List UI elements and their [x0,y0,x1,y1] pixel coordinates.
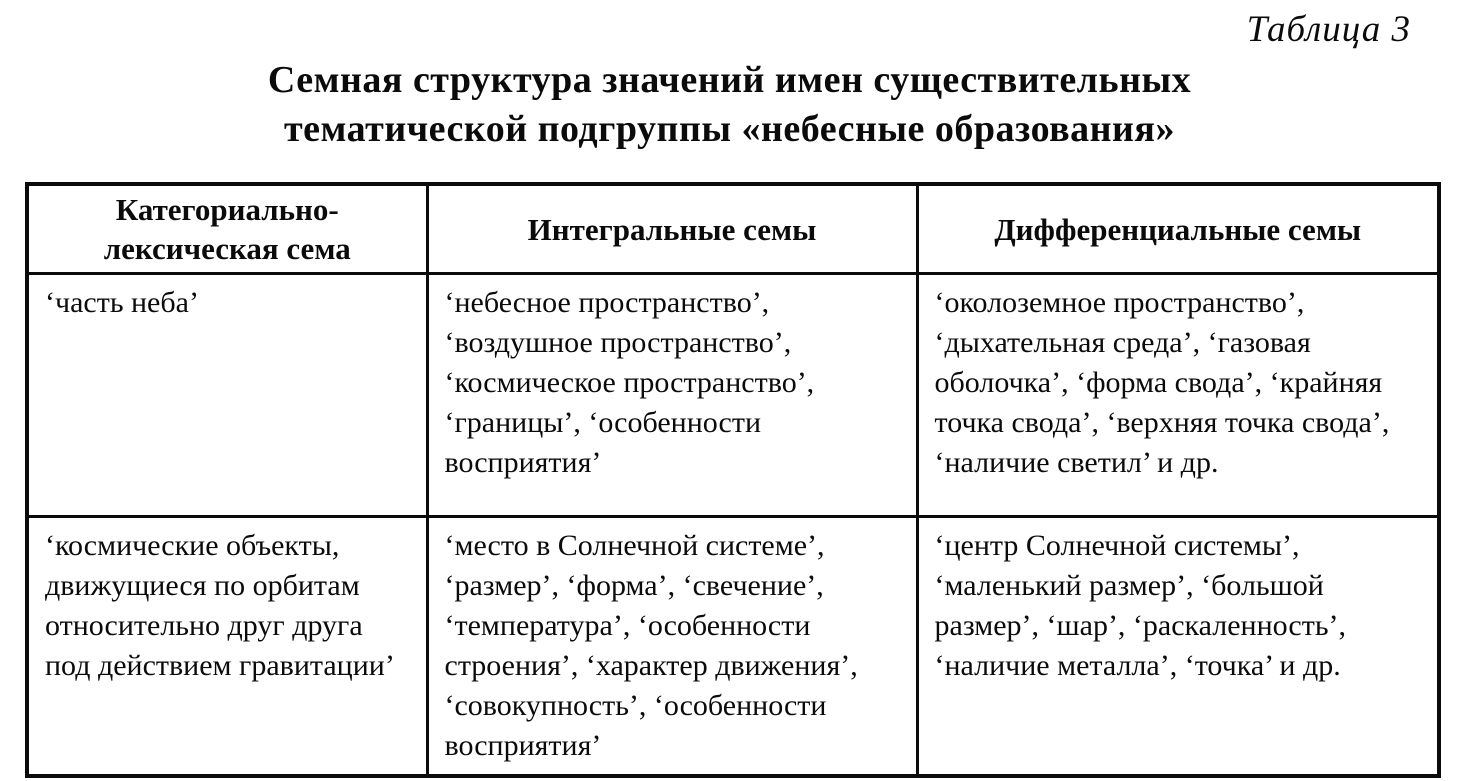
cell-differential-row1: ‘околоземное пространство’, ‘дыхательная среда’, ‘газовая оболочка’, ‘форма свода’, ‘крайняя точка свода’, ‘верхняя точка свода’, ‘наличие светил’ и др. [917,274,1439,517]
table-caption-number: Таблица 3 [1246,9,1411,50]
header-categorical-lexical-sema: Категориально-лексическая сема [27,184,427,274]
table-header-row [27,184,1439,274]
table-row [27,517,1439,777]
cell-categorical-row2: ‘космические объекты, движущиеся по орбитам относительно друг друга под действием гравитации’ [27,517,427,777]
table-title [40,56,1419,154]
cell-categorical-row1: ‘часть неба’ [27,274,427,517]
title-line-2: тематической подгруппы «небесные образования» [283,108,1175,150]
cell-integral-row1: ‘небесное пространство’, ‘воздушное пространство’, ‘космическое пространство’, ‘границы’, ‘особенности восприятия’ [427,274,917,517]
cell-integral-row2: ‘место в Солнечной системе’, ‘размер’, ‘форма’, ‘свечение’, ‘температура’, ‘особенности строения’, ‘характер движения’, ‘совокупность’, ‘особенности восприятия’ [427,517,917,777]
table-row [27,274,1439,517]
sema-structure-table [25,182,1441,778]
header-integral-semes: Интегральные семы [427,184,917,274]
header-differential-semes: Дифференциальные семы [917,184,1439,274]
cell-differential-row2: ‘центр Солнечной системы’, ‘маленький размер’, ‘большой размер’, ‘шар’, ‘раскаленность’, ‘наличие металла’, ‘точка’ и др. [917,517,1439,777]
title-line-1: Семная структура значений имен существительных [267,59,1192,101]
